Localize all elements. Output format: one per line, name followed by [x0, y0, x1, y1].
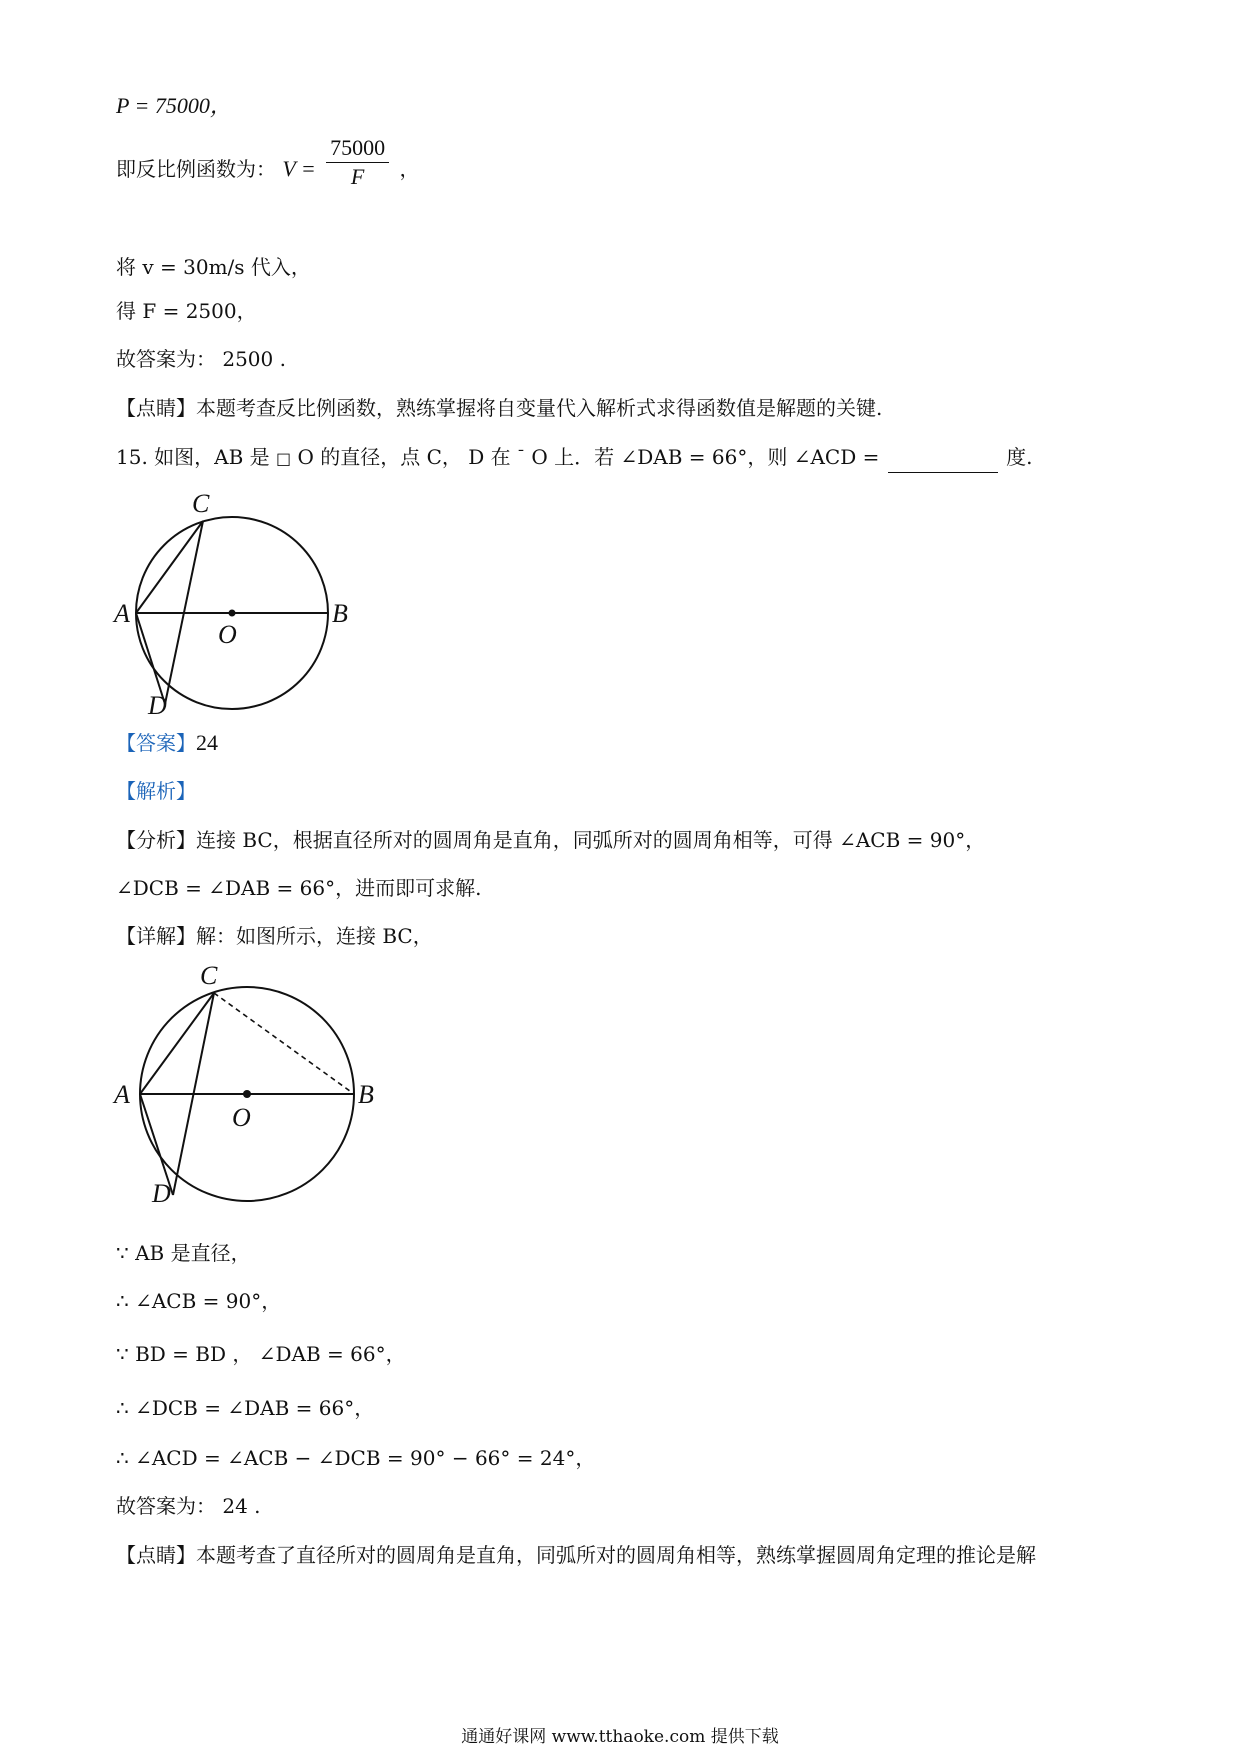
question-15-part-a: 15. 如图，AB 是 [116, 445, 270, 469]
line-step-3: ∵ BD = BD ， ∠DAB = 66°， [116, 1342, 406, 1366]
text-suffix: ， [399, 157, 420, 181]
answer-tag: 【答案】 [116, 731, 196, 755]
analysis-sub-tag: 【分析】 [116, 828, 196, 852]
line-analysis [116, 826, 985, 854]
comment-tag: 【点睛】 [116, 1543, 196, 1567]
fraction-numerator: 75000 [326, 134, 389, 163]
line-step-1: ∵ AB 是直径， [116, 1241, 251, 1265]
analysis-tag: 【解析】 [116, 779, 196, 803]
line-p-value: P = 75000， [116, 93, 232, 118]
label-c: C [192, 489, 210, 518]
fraction-denominator: F [350, 164, 365, 189]
figure-2-circle-diagram [100, 960, 400, 1210]
line-substitute: 将 v = 30m/s 代入， [116, 255, 311, 279]
line-detail [116, 922, 433, 950]
answer-blank [888, 450, 998, 473]
line-answer-1: 故答案为： 2500 . [116, 347, 286, 371]
question-15-part-d: 度. [1006, 445, 1033, 469]
answer-value: 24 [196, 730, 218, 755]
label-d: D [152, 1179, 171, 1208]
label-a: A [114, 1080, 130, 1109]
page-footer: 通通好课网 www.tthaoke.com 提供下载 [461, 1727, 779, 1747]
label-o: O [218, 620, 237, 649]
comment-text: 本题考查反比例函数，熟练掌握将自变量代入解析式求得函数值是解题的关键. [196, 396, 883, 420]
center-point [243, 1090, 251, 1098]
line-comment-1 [116, 394, 882, 422]
line-answer-tag [116, 729, 218, 757]
var-v: V = [282, 156, 316, 181]
analysis-text: 连接 BC，根据直径所对的圆周角是直角，同弧所对的圆周角相等，可得 ∠ACB = 90°， [196, 828, 986, 852]
line-step-6: 故答案为： 24 . [116, 1494, 261, 1518]
question-15 [116, 443, 1032, 473]
circle-symbol-icon: □ [276, 449, 292, 468]
question-15-part-b: O 的直径，点 C， D 在 [297, 445, 511, 469]
dashed-chord-bc [214, 993, 354, 1094]
center-point [229, 610, 236, 617]
detail-tag: 【详解】 [116, 924, 196, 948]
comment-text: 本题考查了直径所对的圆周角是直角，同弧所对的圆周角相等，熟练掌握圆周角定理的推论是解 [196, 1543, 1036, 1567]
label-b: B [332, 599, 348, 628]
line-result-f: 得 F = 2500， [116, 299, 257, 323]
line-step-5: ∴ ∠ACD = ∠ACB − ∠DCB = 90° − 66° = 24°， [116, 1446, 596, 1470]
label-a: A [114, 599, 130, 628]
line-step-2: ∴ ∠ACB = 90°， [116, 1289, 282, 1313]
fraction [326, 134, 389, 191]
comment-tag: 【点睛】 [116, 396, 196, 420]
label-d: D [148, 691, 167, 716]
line-inverse-function [116, 135, 420, 191]
text-prefix: 即反比例函数为： [116, 157, 276, 181]
label-o: O [232, 1103, 251, 1132]
label-c: C [200, 961, 218, 990]
detail-text: 解：如图所示，连接 BC， [196, 924, 433, 948]
circle-mark-icon: ¯ [517, 447, 526, 466]
line-analysis-2: ∠DCB = ∠DAB = 66°，进而即可求解. [116, 876, 482, 900]
line-step-4: ∴ ∠DCB = ∠DAB = 66°， [116, 1396, 375, 1420]
label-b: B [358, 1080, 374, 1109]
figure-1-circle-diagram [100, 486, 380, 716]
line-comment-2 [116, 1541, 1036, 1569]
question-15-part-c: O 上．若 ∠DAB = 66°，则 ∠ACD = [531, 445, 880, 469]
